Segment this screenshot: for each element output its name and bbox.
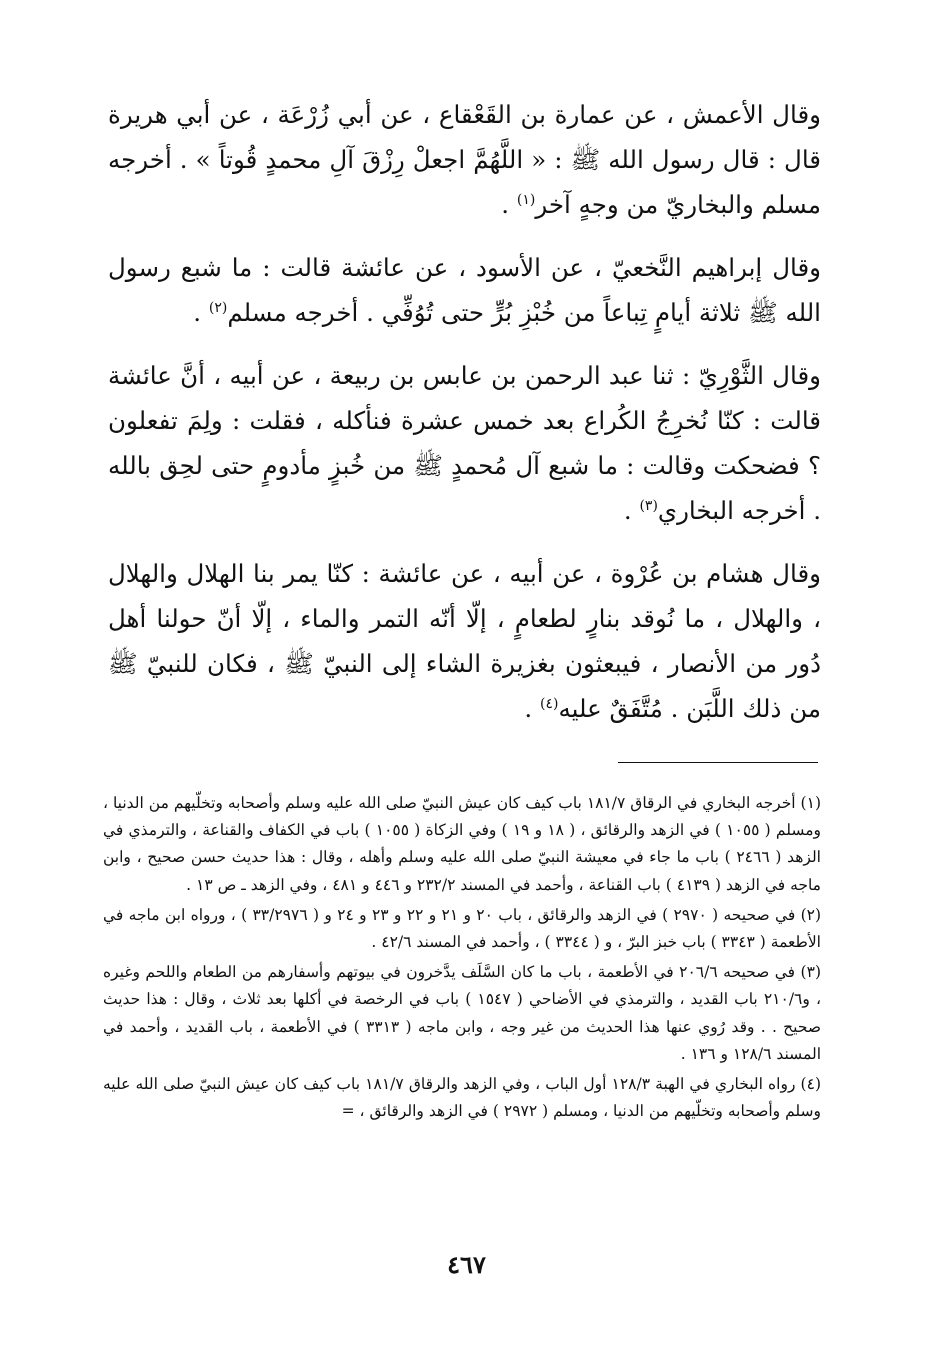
- footnote-ref-2: (٢): [208, 299, 228, 316]
- footnote-ref-1: (١): [516, 191, 536, 208]
- paragraph-2: [108, 245, 821, 335]
- footnote-separator: [618, 762, 818, 763]
- footnote-3: (٣) في صحيحه ٢٠٦/٦ في الأطعمة ، باب ما كان السَّلَف يدَّخرون في بيوتهم وأسفارهم من الطعام واللحم وغيره ، و٢١٠/٦ باب القديد ، والترمذي في الأضاحي ( ١٥٤٧ ) باب في الرخصة في أكلها بعد ثلاث ، وقال : هذا حديث صحيح . . وقد رُوي عنها هذا الحديث من غير وجه ، وابن ماجه ( ٣٣١٣ ) في الأطعمة ، باب القديد ، وأحمد في المسند ١٢٨/٦ و ١٣٦ .: [103, 963, 821, 1063]
- main-text: [108, 92, 821, 749]
- paragraph-text: وقال الثَّوْرِيّ : ثنا عبد الرحمن بن عابس بن ربيعة ، عن أبيه ، أنَّ عائشة قالت : كنّا نُخرِجُ الكُراع بعد خمس عشرة فنأكله ، فقلت : ولِمَ تفعلون ؟ فضحكت وقالت : ما شبع آل مُحمدٍ ﷺ من خُبزٍ مأدومٍ حتى لحِق بالله . أخرجه البخاري: [108, 361, 821, 525]
- paragraph-text: وقال إبراهيم النَّخعيّ ، عن الأسود ، عن عائشة قالت : ما شبع رسول الله ﷺ ثلاثة أيامٍ تِباعاً من خُبْزِ بُرٍّ حتى تُوُفِّي . أخرجه مسلم: [108, 253, 821, 327]
- footnote-ref-4: (٤): [539, 695, 559, 712]
- footnote-2: (٢) في صحيحه ( ٢٩٧٠ ) في الزهد والرقائق ، باب ٢٠ و ٢١ و ٢٢ و ٢٣ و ٢٤ و ( ٣٣/٢٩٧٦ ) ، ورواه ابن ماجه في الأطعمة ( ٣٣٤٣ ) باب خبز البرّ ، و ( ٣٣٤٤ ) ، وأحمد في المسند ٤٢/٦ .: [103, 905, 822, 952]
- paragraph-end: .: [524, 694, 540, 723]
- paragraph-3: [108, 353, 821, 533]
- page-number: ٤٦٧: [447, 1250, 486, 1279]
- paragraph-1: [108, 92, 821, 227]
- paragraph-end: .: [501, 190, 517, 219]
- paragraph-text: وقال هشام بن عُرْوة ، عن أبيه ، عن عائشة : كنّا يمر بنا الهلال والهلال ، والهلال ، ما نُوقد بنارٍ لطعامٍ ، إلّا أنّه التمر والماء ، إلّا أنّ حولنا أهل دُور من الأنصار ، فيبعثون بغزيرة الشاء إلى النبيّ ﷺ ، فكان للنبيّ ﷺ من ذلك اللَّبَن . مُتَّفَقٌ عليه: [108, 559, 821, 723]
- footnote-ref-3: (٣): [639, 497, 658, 514]
- paragraph-text: وقال الأعمش ، عن عمارة بن القَعْقاع ، عن أبي زُرْعَة ، عن أبي هريرة قال : قال رسول الله ﷺ : « اللَّهُمَّ اجعلْ رِزْقَ آلِ محمدٍ قُوتاً » . أخرجه مسلم والبخاريّ من وجهٍ آخر: [108, 100, 821, 219]
- paragraph-end: .: [623, 496, 640, 525]
- paragraph-4: [108, 551, 821, 731]
- footnote-4: (٤) رواه البخاري في الهبة ١٢٨/٣ أول الباب ، وفي الزهد والرقاق ١٨١/٧ باب كيف كان عيش النبيّ صلى الله عليه وسلم وأصحابه وتخلّيهم من الدنيا ، ومسلم ( ٢٩٧٢ ) في الزهد والرقائق ، =: [103, 1075, 821, 1121]
- footnote-1: (١) أخرجه البخاري في الرقاق ١٨١/٧ باب كيف كان عيش النبيّ صلى الله عليه وسلم وأصحابه وتخلّيهم من الدنيا ، ومسلم ( ١٠٥٥ ) في الزهد والرقائق ، ( ١٨ و ١٩ ) وفي الزكاة ( ١٠٥٥ ) باب في الكفاف والقناعة ، والترمذي في الزهد ( ٢٤٦٦ ) باب ما جاء في معيشة النبيّ صلى الله عليه وسلم وأهله ، وقال : هذا حديث حسن صحيح ، وابن ماجه في الزهد ( ٤١٣٩ ) باب القناعة ، وأحمد في المسند ٢٣٢/٢ و ٤٤٦ و ٤٨١ ، وفي الزهد ـ ص ١٣ .: [103, 794, 821, 894]
- paragraph-end: .: [193, 298, 209, 327]
- footnotes: [103, 790, 821, 1128]
